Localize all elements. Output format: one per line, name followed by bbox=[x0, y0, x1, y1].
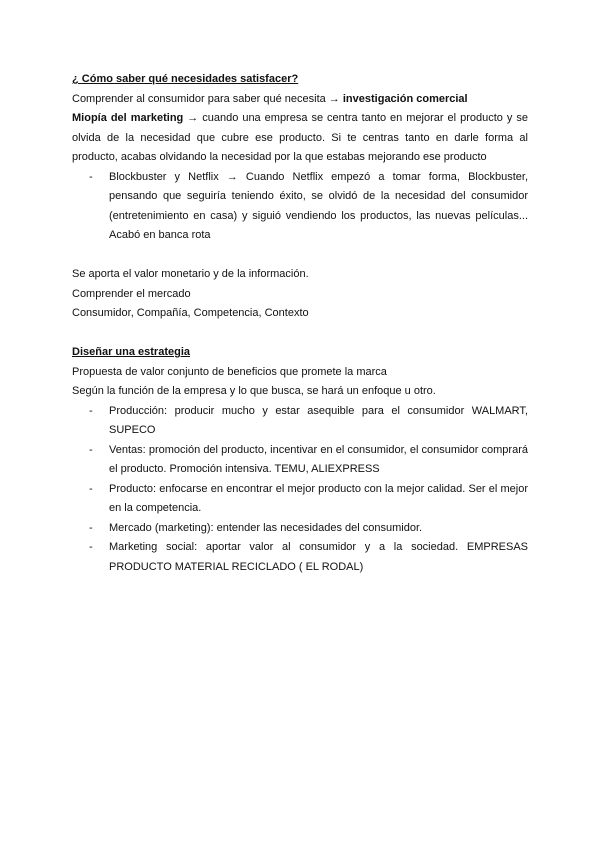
dash-bullet-icon: - bbox=[89, 482, 93, 495]
list-item-text: Blockbuster y Netflix → Cuando Netflix empezó a tomar forma, Blockbuster, pensando que seguiría teniendo éxito, se olvidó de la necesidad del consumidor (entretenimiento en casa) y siguió vendiendo los productos, las nuevas películas... Acabó en banca rota bbox=[109, 170, 528, 241]
valor-line: Se aporta el valor monetario y de la información. bbox=[72, 268, 309, 280]
list-item-text: Marketing social: aportar valor al consumidor y a la sociedad. EMPRESAS PRODUCTO MATERIAL RECICLADO ( EL RODAL) bbox=[109, 541, 528, 573]
blockbuster-list bbox=[72, 168, 528, 246]
list-item-text: Ventas: promoción del producto, incentivar en el consumidor, el consumidor comprará el producto. Promoción intensiva. TEMU, ALIEXPRESS bbox=[109, 443, 528, 475]
list-item bbox=[72, 168, 528, 246]
list-item bbox=[72, 402, 528, 441]
list-item bbox=[72, 538, 528, 577]
list-item-text: Producción: producir mucho y estar asequible para el consumidor WALMART, SUPECO bbox=[109, 404, 528, 436]
section-heading-necesidades: ¿ Cómo saber qué necesidades satisfacer? bbox=[72, 73, 299, 85]
miopia-definition: → cuando una empresa se centra tanto en mejorar el producto y se olvida de la necesidad que cubre ese producto. Si te centras tanto en darle forma al producto, acabas olvidando la necesidad por la que estabas mejorando ese producto bbox=[72, 112, 528, 163]
miopia-paragraph bbox=[72, 109, 528, 168]
comprender-mercado-line: Comprender el mercado bbox=[72, 287, 191, 300]
list-item bbox=[72, 519, 528, 539]
cuatro-c-line: Consumidor, Compañía, Competencia, Contexto bbox=[72, 307, 309, 319]
section-heading-estrategia: Diseñar una estrategia bbox=[72, 346, 190, 358]
enfoques-list bbox=[72, 402, 528, 578]
dash-bullet-icon: - bbox=[89, 404, 93, 417]
intro-text: Comprender al consumidor para saber qué necesita → bbox=[72, 92, 340, 105]
enfoque-line: Según la función de la empresa y lo que busca, se hará un enfoque u otro. bbox=[72, 385, 436, 397]
dash-bullet-icon: - bbox=[89, 521, 93, 534]
list-item bbox=[72, 480, 528, 519]
miopia-term: Miopía del marketing bbox=[72, 112, 184, 124]
list-item-text: Producto: enfocarse en encontrar el mejor producto con la mejor calidad. Ser el mejor en la competencia. bbox=[109, 482, 528, 514]
dash-bullet-icon: - bbox=[89, 541, 93, 553]
intro-paragraph bbox=[72, 90, 528, 110]
list-item-text: Mercado (marketing): entender las necesidades del consumidor. bbox=[109, 521, 423, 534]
dash-bullet-icon: - bbox=[89, 443, 93, 456]
intro-bold-term: investigación comercial bbox=[342, 92, 468, 105]
dash-bullet-icon: - bbox=[89, 170, 93, 183]
list-item bbox=[72, 441, 528, 480]
propuesta-valor-line: Propuesta de valor conjunto de beneficios que promete la marca bbox=[72, 365, 387, 378]
